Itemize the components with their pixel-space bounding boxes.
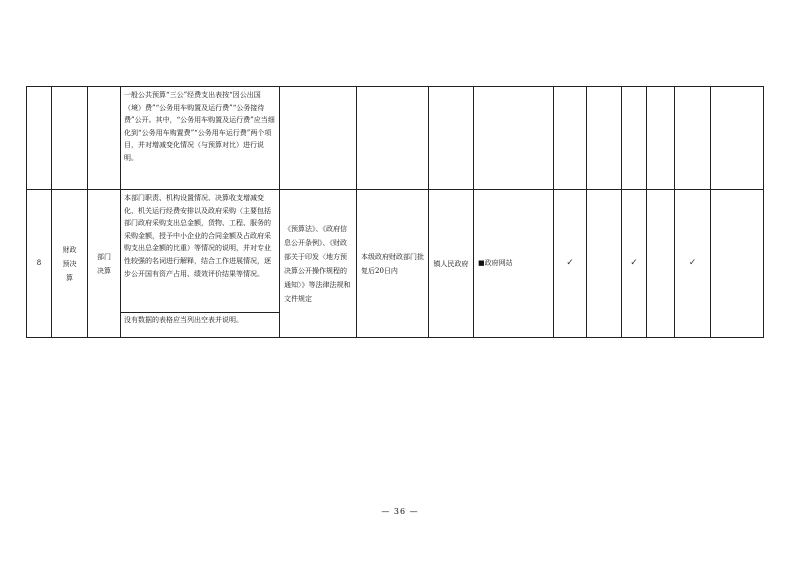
table-row-previous — [27, 87, 764, 190]
col-14-cell — [711, 87, 764, 190]
basis-cell — [280, 87, 357, 190]
col-12-cell — [647, 190, 675, 338]
checkbox-square-icon: ■ — [478, 259, 485, 267]
col-11-cell — [622, 190, 647, 338]
category-label: 财政预决算 — [62, 245, 77, 282]
content-cell — [121, 87, 280, 190]
col-12-cell — [647, 87, 675, 190]
subject-cell — [429, 190, 474, 338]
seq-cell — [27, 87, 52, 190]
category-cell — [52, 190, 88, 338]
subcategory-cell — [88, 87, 121, 190]
category-cell — [52, 87, 88, 190]
channel-text: 政府网站 — [484, 259, 513, 267]
col-10-cell — [587, 190, 622, 338]
content-text: 本部门职责、机构设置情况、决算收支增减变化、机关运行经费安排以及政府采购（主要包括部门政府采购支出总金额，货物、工程、服务的采购金额，授予中小企业的合同金额及占政府采购支出总金额的比重）等情况的说明，并对专业性较强的名词进行解释，结合工作进展情况，逐步公开国有资产占用、绩效评价结果等情况。 — [124, 194, 271, 278]
subcategory-label: 部门决算 — [97, 252, 111, 275]
basis-text: 《预算法》、《政府信息公开条例》、《财政部关于印发〈地方预决算公开操作规程的通知〉》等法律法规和文件规定 — [284, 224, 351, 303]
col-13-cell — [675, 190, 711, 338]
subcategory-cell — [88, 190, 121, 338]
check-mark-icon: ✓ — [630, 258, 638, 268]
col-14-cell — [711, 190, 764, 338]
content-note: 没有数据的表格应当列出空表并说明。 — [124, 316, 243, 324]
col-10-cell — [587, 87, 622, 190]
col-11-cell — [622, 87, 647, 190]
col-9-cell — [554, 190, 587, 338]
basis-cell — [280, 190, 357, 338]
check-mark-icon: ✓ — [566, 258, 574, 268]
seq-number: 8 — [36, 259, 42, 267]
subject-cell — [429, 87, 474, 190]
content-text: 一般公共预算“三公”经费支出表按“因公出国（境）费”“公务用车购置及运行费”“公务接待费”公开。其中，“公务用车购置及运行费”应当细化到“公务用车购置费”“公务用车运行费”两个项目，并对增减变化情况（与预算对比）进行说明。 — [124, 91, 275, 162]
subject-text: 镇人民政府 — [433, 259, 469, 268]
timing-cell — [357, 87, 429, 190]
disclosure-table — [26, 86, 764, 338]
col-13-cell — [675, 87, 711, 190]
check-mark-icon: ✓ — [688, 258, 697, 268]
channel-cell — [474, 87, 554, 190]
page-number: — 36 — — [381, 507, 419, 516]
col-9-cell — [554, 87, 587, 190]
seq-cell — [27, 190, 52, 338]
timing-cell — [357, 190, 429, 338]
channel-cell — [474, 190, 554, 338]
table-row-8 — [27, 190, 764, 338]
content-cell — [121, 190, 280, 338]
timing-text: 本级政府财政部门批复后20日内 — [361, 252, 424, 275]
